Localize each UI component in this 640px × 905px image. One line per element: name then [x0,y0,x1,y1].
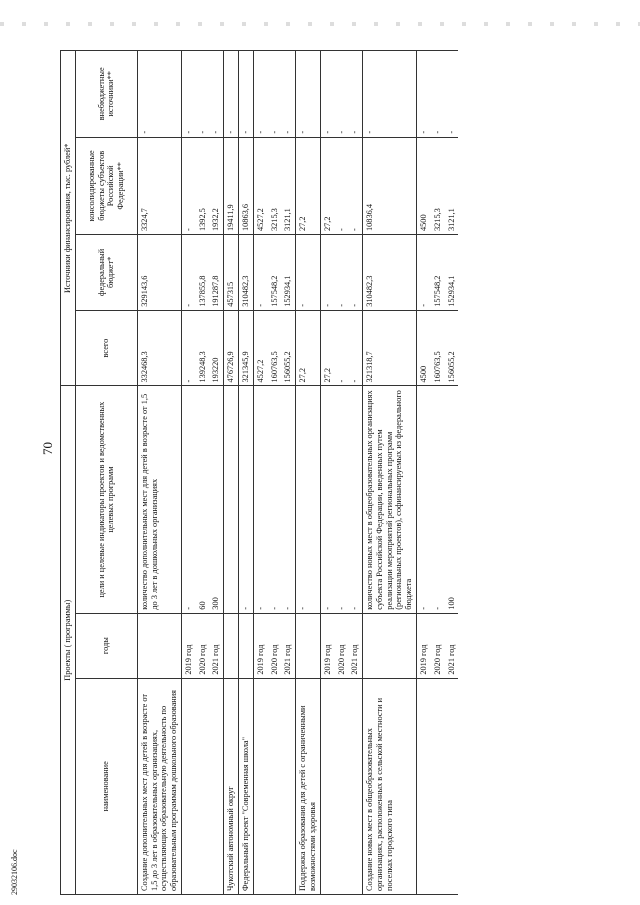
cell-regional: 4527,2 [253,137,267,234]
cell-federal: 152934,1 [445,235,459,311]
table-row [224,51,239,895]
cell-goal: 60 [196,386,210,613]
cell-total: 27,2 [296,310,321,386]
cell-extra: - [445,51,459,138]
cell-year [137,613,181,678]
cell-goal: - [416,386,430,613]
cell-extra: - [416,51,430,138]
cell-extra: - [320,51,334,138]
projects-group-header: Проекты ( программы) [61,386,76,895]
table-row [335,51,349,895]
cell-year: 2021 год [445,613,459,678]
cell-year [363,613,417,678]
cell-name [320,678,334,894]
cell-total: 4500 [416,310,430,386]
cell-year [224,613,239,678]
cell-goal: - [296,386,321,613]
cell-total: 156055,2 [281,310,295,386]
table-row [348,51,362,895]
sources-group-header: Источники финансирования, тыс. рублей* [61,51,76,386]
federal-column-header: федеральный бюджет* [75,235,137,311]
cell-regional: 1392,5 [196,137,210,234]
cell-year [239,613,254,678]
cell-name: Создание новых мест в общеобразовательных организациях, расположенных в сельской местности и поселках городского типа [363,678,417,894]
cell-extra: - [209,51,223,138]
cell-total: 476726,9 [224,310,239,386]
cell-name [445,678,459,894]
table-row [296,51,321,895]
cell-federal: - [335,235,349,311]
cell-total: 139248,3 [196,310,210,386]
cell-total: - [348,310,362,386]
cell-total: 156055,2 [445,310,459,386]
cell-regional: 10836,4 [363,137,417,234]
cell-name [181,678,195,894]
cell-year: 2020 год [431,613,445,678]
cell-federal: - [320,235,334,311]
cell-regional: 3324,7 [137,137,181,234]
cell-goal: 300 [209,386,223,613]
financing-table [60,50,458,895]
cell-year: 2021 год [281,613,295,678]
cell-extra: - [296,51,321,138]
cell-year: 2021 год [209,613,223,678]
cell-name [431,678,445,894]
cell-goal: - [431,386,445,613]
cell-name [335,678,349,894]
cell-total: 27,2 [320,310,334,386]
cell-total: 321345,9 [239,310,254,386]
cell-federal: - [253,235,267,311]
cell-name [281,678,295,894]
cell-regional: - [348,137,362,234]
file-footer: 29032106.doc [10,849,19,895]
cell-name [268,678,282,894]
cell-goal: - [268,386,282,613]
cell-name [209,678,223,894]
cell-goal [224,386,239,613]
cell-extra: - [268,51,282,138]
cell-goal: - [181,386,195,613]
cell-regional: 19411,9 [224,137,239,234]
cell-regional: - [181,137,195,234]
cell-federal: 152934,1 [281,235,295,311]
cell-federal: 329143,6 [137,235,181,311]
cell-regional: 27,2 [320,137,334,234]
cell-extra: - [348,51,362,138]
cell-extra: - [196,51,210,138]
cell-total: 321318,7 [363,310,417,386]
cell-regional: 3215,3 [431,137,445,234]
cell-year: 2021 год [348,613,362,678]
cell-name [348,678,362,894]
table-row [268,51,282,895]
cell-goal: - [281,386,295,613]
cell-goal: - [335,386,349,613]
cell-total: 332468,3 [137,310,181,386]
rotated-page-content [60,50,600,895]
regional-column-header: консолидированные бюджеты субъектов Российской Федерации** [75,137,137,234]
table-row [416,51,430,895]
cell-extra: - [335,51,349,138]
table-row [320,51,334,895]
goals-column-header: цели и целевые индикаторы проектов и ведомственных целевых программ [75,386,137,613]
years-column-header: годы [75,613,137,678]
cell-federal: 457315 [224,235,239,311]
cell-regional: 1932,2 [209,137,223,234]
total-column-header: всего [75,310,137,386]
cell-year: 2020 год [196,613,210,678]
cell-year [296,613,321,678]
cell-extra: - [281,51,295,138]
cell-total: 193220 [209,310,223,386]
cell-goal: - [253,386,267,613]
table-row [363,51,417,895]
scan-edge-marks [0,22,640,26]
cell-year: 2020 год [268,613,282,678]
cell-goal: количество новых мест в общеобразовательных организациях субъекта Российской Федерации, введенных путем реализации мероприятий региональных программ (региональных проектов), софинансируемых из федерального бюджета [363,386,417,613]
cell-year: 2019 год [253,613,267,678]
cell-total: 160763,5 [268,310,282,386]
cell-federal: 191287,8 [209,235,223,311]
table-row [253,51,267,895]
cell-regional: 10863,6 [239,137,254,234]
cell-goal: - [348,386,362,613]
cell-year: 2019 год [320,613,334,678]
cell-name [253,678,267,894]
cell-total: 160763,5 [431,310,445,386]
cell-regional: 3121,1 [281,137,295,234]
cell-extra: - [253,51,267,138]
cell-year: 2019 год [181,613,195,678]
cell-federal: - [296,235,321,311]
table-row [281,51,295,895]
cell-extra: - [363,51,417,138]
cell-name: Федеральный проект "Современная школа" [239,678,254,894]
cell-regional: 3215,3 [268,137,282,234]
cell-regional: - [335,137,349,234]
extra-column-header: внебюджетные источники** [75,51,137,138]
cell-extra: - [239,51,254,138]
cell-extra: - [137,51,181,138]
cell-total: - [181,310,195,386]
table-row [431,51,445,895]
financing-table-body [137,51,458,895]
cell-goal: - [320,386,334,613]
cell-name: Чукотский автономный округ [224,678,239,894]
table-row [239,51,254,895]
cell-federal: 157548,2 [431,235,445,311]
table-row [445,51,459,895]
cell-year: 2020 год [335,613,349,678]
cell-goal: количество дополнительных мест для детей в возрасте от 1,5 до 3 лет в дошкольных организациях [137,386,181,613]
cell-federal: 310482,3 [363,235,417,311]
cell-goal: 100 [445,386,459,613]
cell-goal: - [239,386,254,613]
cell-federal: 157548,2 [268,235,282,311]
cell-extra: - [431,51,445,138]
cell-federal: - [416,235,430,311]
table-row [196,51,210,895]
cell-extra: - [224,51,239,138]
cell-total: - [335,310,349,386]
name-column-header: наименование [75,678,137,894]
cell-federal: - [348,235,362,311]
cell-regional: 4500 [416,137,430,234]
cell-federal: 137855,8 [196,235,210,311]
cell-name: Создание дополнительных мест для детей в возрасте от 1,5 до 3 лет в образовательных организациях, осуществляющих образовательную деятельность по образовательным программам дошкольного образования [137,678,181,894]
cell-name [196,678,210,894]
cell-regional: 27,2 [296,137,321,234]
cell-federal: - [181,235,195,311]
cell-name [416,678,430,894]
cell-name: Поддержка образования для детей с ограниченными возможностями здоровья [296,678,321,894]
cell-federal: 310482,3 [239,235,254,311]
cell-year: 2019 год [416,613,430,678]
cell-total: 4527,2 [253,310,267,386]
table-row [209,51,223,895]
cell-regional: 3121,1 [445,137,459,234]
cell-extra: - [181,51,195,138]
page-number: 70 [40,442,55,455]
table-row [137,51,181,895]
table-row [181,51,195,895]
